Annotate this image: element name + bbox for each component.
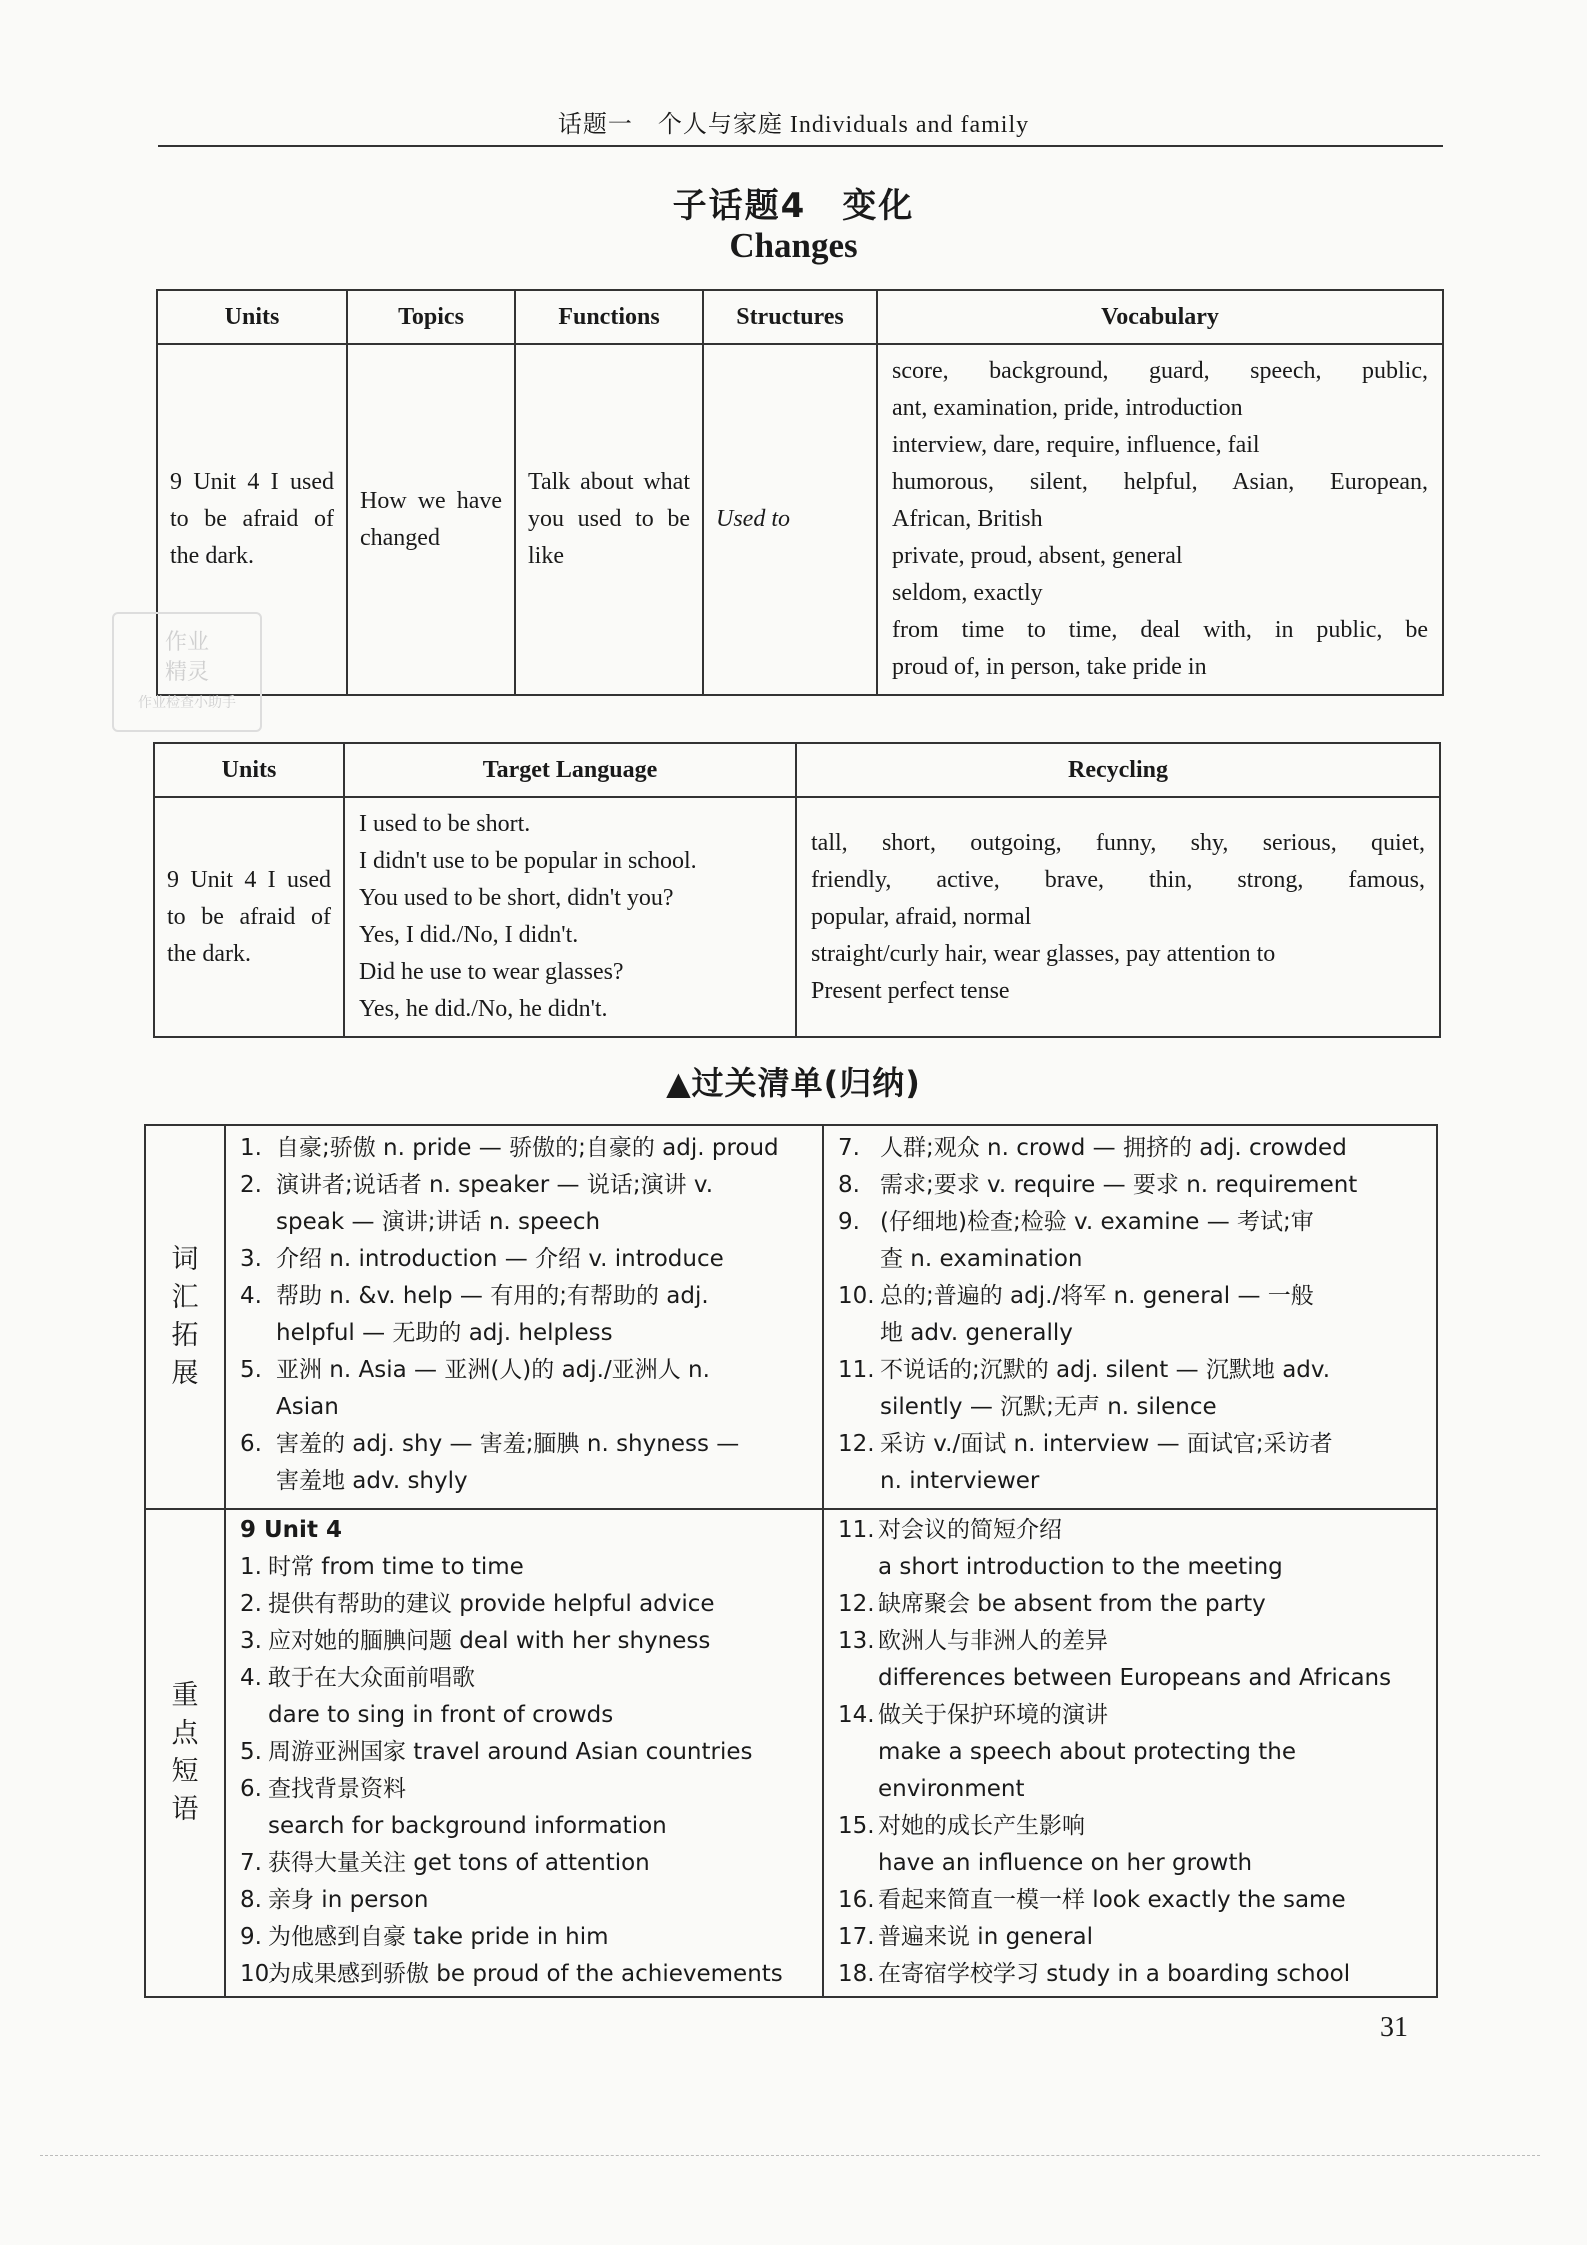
table-row — [157, 344, 1443, 695]
phrase-list-right — [838, 1512, 1426, 1993]
list-item-line — [240, 1808, 812, 1845]
vocabulary-cell — [877, 344, 1443, 695]
list-item-line — [838, 1241, 1426, 1278]
list-item-line — [838, 1167, 1426, 1204]
item-number: 17. — [838, 1924, 875, 1950]
item-text: 查找背景资料 — [268, 1776, 406, 1802]
key-phrases-unit-title: 9 Unit 4 — [240, 1517, 342, 1543]
list-item — [240, 1167, 812, 1241]
list-item-line — [838, 1130, 1426, 1167]
list-item — [240, 1660, 812, 1734]
item-text: 欧洲人与非洲人的差异 — [878, 1628, 1108, 1654]
item-number: 5. — [240, 1357, 262, 1383]
list-item — [838, 1586, 1426, 1623]
watermark-line: 作业 — [164, 630, 209, 655]
list-item — [240, 1734, 812, 1771]
item-number: 11. — [838, 1517, 875, 1543]
list-item — [240, 1956, 812, 1993]
item-indent — [838, 1315, 880, 1352]
watermark-stamp — [112, 612, 262, 732]
item-text: 自豪;骄傲 n. pride — 骄傲的;自豪的 adj. proud — [276, 1135, 779, 1161]
topic-text: How we have changed — [360, 487, 502, 551]
item-text: 获得大量关注 get tons of attention — [268, 1850, 650, 1876]
item-text: 缺席聚会 be absent from the party — [878, 1591, 1266, 1617]
list-item-line — [838, 1882, 1426, 1919]
list-item — [838, 1697, 1426, 1808]
running-header: 话题一 个人与家庭 Individuals and family — [557, 112, 1030, 138]
vocab-line: score, background, guard, speech, public, — [892, 358, 1428, 384]
list-item-line — [240, 1660, 812, 1697]
header-recycling: Recycling — [796, 743, 1440, 797]
unit-overview-table — [156, 289, 1444, 696]
key-phrases-row — [145, 1509, 1437, 1997]
unit-text: 9 Unit 4 I used to be afraid of the dark. — [170, 469, 334, 569]
item-text: make a speech about protecting the environment — [878, 1739, 1297, 1802]
list-item — [838, 1130, 1426, 1167]
vocab-expansion-right — [823, 1125, 1437, 1509]
list-item-line — [240, 1697, 812, 1734]
vocab-list-left — [240, 1130, 812, 1500]
item-indent — [838, 1660, 878, 1697]
item-text: 对她的成长产生影响 — [878, 1813, 1085, 1839]
list-item-line — [240, 1352, 812, 1389]
vocab-expansion-label-cell — [145, 1125, 225, 1509]
item-number: 6. — [240, 1776, 262, 1802]
list-item — [838, 1204, 1426, 1278]
list-item-line — [240, 1549, 812, 1586]
item-text: 亲身 in person — [268, 1887, 429, 1913]
item-text: 应对她的腼腆问题 deal with her shyness — [268, 1628, 711, 1654]
item-indent — [240, 1697, 268, 1734]
list-item-line — [838, 1956, 1426, 1993]
item-text: helpful — 无助的 adj. helpless — [276, 1320, 613, 1346]
item-indent — [838, 1241, 880, 1278]
recycling-line: tall, short, outgoing, funny, shy, serious, quiet, — [811, 829, 1425, 856]
target-language-table — [153, 742, 1441, 1038]
page-number: 31 — [1380, 2012, 1408, 2043]
item-text: 周游亚洲国家 travel around Asian countries — [268, 1739, 753, 1765]
item-text: 查 n. examination — [880, 1246, 1083, 1272]
list-item — [240, 1426, 812, 1500]
unit-cell — [154, 797, 344, 1037]
item-text: 总的;普遍的 adj./将军 n. general — 一般 — [880, 1283, 1314, 1309]
item-number: 11. — [838, 1357, 875, 1383]
vocab-line: interview, dare, require, influence, fail — [892, 432, 1260, 458]
list-item — [838, 1278, 1426, 1352]
topic-cell — [347, 344, 515, 695]
list-item-line — [838, 1278, 1426, 1315]
item-number: 16. — [838, 1887, 875, 1913]
list-item-line — [838, 1919, 1426, 1956]
item-indent — [838, 1845, 878, 1882]
list-item — [240, 1352, 812, 1426]
item-number: 14. — [838, 1702, 875, 1728]
item-text: 时常 from time to time — [268, 1554, 524, 1580]
list-item-line — [838, 1549, 1426, 1586]
item-number: 8. — [240, 1887, 262, 1913]
vocab-line: proud of, in person, take pride in — [892, 654, 1207, 680]
list-item-line — [240, 1315, 812, 1352]
item-indent — [838, 1389, 880, 1426]
header-target-language: Target Language — [344, 743, 796, 797]
vocab-line: humorous, silent, helpful, Asian, European, — [892, 469, 1428, 495]
list-item-line — [240, 1586, 812, 1623]
list-item-line — [838, 1463, 1426, 1500]
item-text: 敢于在大众面前唱歌 — [268, 1665, 475, 1691]
item-text: 不说话的;沉默的 adj. silent — 沉默地 adv. — [880, 1357, 1331, 1383]
item-number: 10. — [838, 1283, 875, 1309]
header-vocabulary: Vocabulary — [877, 290, 1443, 344]
item-indent — [838, 1549, 878, 1586]
header-units: Units — [157, 290, 347, 344]
recycling-line: straight/curly hair, wear glasses, pay attention to — [811, 940, 1276, 967]
item-number: 12. — [838, 1591, 875, 1617]
item-indent — [240, 1315, 276, 1352]
phrase-list-left — [240, 1549, 812, 1993]
list-item-line — [838, 1586, 1426, 1623]
item-text: 地 adv. generally — [880, 1320, 1073, 1346]
list-item — [240, 1241, 812, 1278]
vocab-line: from time to time, deal with, in public, be — [892, 617, 1428, 643]
item-text: 为他感到自豪 take pride in him — [268, 1924, 609, 1950]
header-units: Units — [154, 743, 344, 797]
section-title: ▲过关清单(归纳) — [666, 1064, 921, 1102]
item-text: 帮助 n. &v. help — 有用的;有帮助的 adj. — [276, 1283, 709, 1309]
vocab-line: ant, examination, pride, introduction — [892, 395, 1243, 421]
item-number: 1. — [240, 1135, 262, 1161]
item-text: 介绍 n. introduction — 介绍 v. introduce — [276, 1246, 724, 1272]
list-item-line — [240, 1623, 812, 1660]
item-text: 需求;要求 v. require — 要求 n. requirement — [880, 1172, 1358, 1198]
item-number: 18. — [838, 1961, 875, 1987]
vocab-line: seldom, exactly — [892, 580, 1043, 606]
item-text: 人群;观众 n. crowd — 拥挤的 adj. crowded — [880, 1135, 1347, 1161]
item-number: 13. — [838, 1628, 875, 1654]
key-phrases-left — [225, 1509, 823, 1997]
item-indent — [838, 1734, 878, 1808]
list-item-line — [838, 1734, 1426, 1808]
target-sentence: Yes, he did./No, he didn't. — [359, 996, 608, 1022]
structure-text: Used to — [716, 506, 790, 532]
list-item-line — [838, 1697, 1426, 1734]
list-item-line — [838, 1389, 1426, 1426]
header-rule — [158, 145, 1443, 147]
item-text: differences between Europeans and Africans — [878, 1665, 1392, 1691]
list-item-line — [240, 1426, 812, 1463]
list-item — [838, 1623, 1426, 1697]
item-indent — [240, 1463, 276, 1500]
item-number: 2. — [240, 1591, 262, 1617]
page-bottom-edge — [40, 2155, 1540, 2206]
watermark-line: 作业检查小助手 — [138, 695, 236, 711]
watermark-line: 精灵 — [164, 660, 209, 685]
item-number: 4. — [240, 1665, 262, 1691]
table-header-row — [157, 290, 1443, 344]
item-text: speak — 演讲;讲话 n. speech — [276, 1209, 601, 1235]
list-item — [838, 1512, 1426, 1586]
item-number: 1. — [240, 1554, 262, 1580]
vocab-line: African, British — [892, 506, 1043, 532]
header-topics: Topics — [347, 290, 515, 344]
table-header-row — [154, 743, 1440, 797]
item-number: 3. — [240, 1246, 262, 1272]
item-text: have an influence on her growth — [878, 1850, 1253, 1876]
item-number: 9. — [838, 1209, 860, 1235]
function-text: Talk about what you used to be like — [528, 469, 690, 569]
recycling-line: popular, afraid, normal — [811, 903, 1032, 930]
list-item — [240, 1549, 812, 1586]
item-number: 12. — [838, 1431, 875, 1457]
item-text: 害羞地 adv. shyly — [276, 1468, 468, 1494]
item-text: (仔细地)检查;检验 v. examine — 考试;审 — [880, 1209, 1314, 1235]
item-text: 在寄宿学校学习 study in a boarding school — [878, 1961, 1351, 1987]
recycling-line: friendly, active, brave, thin, strong, famous, — [811, 866, 1425, 893]
item-text: 演讲者;说话者 n. speaker — 说话;演讲 v. — [276, 1172, 714, 1198]
item-text: 害羞的 adj. shy — 害羞;腼腆 n. shyness — — [276, 1431, 740, 1457]
subtopic-title-en: Changes — [729, 226, 858, 265]
item-indent — [240, 1808, 268, 1845]
item-indent — [838, 1463, 880, 1500]
summary-table — [144, 1124, 1438, 1998]
list-item-line — [240, 1919, 812, 1956]
list-item — [838, 1956, 1426, 1993]
recycling-line: Present perfect tense — [811, 977, 1010, 1004]
list-item — [240, 1919, 812, 1956]
list-item-line — [240, 1389, 812, 1426]
item-text: silently — 沉默;无声 n. silence — [880, 1394, 1217, 1420]
list-item-line — [838, 1512, 1426, 1549]
list-item — [240, 1771, 812, 1845]
list-item-line — [240, 1771, 812, 1808]
list-item-line — [240, 1956, 812, 1993]
list-item-line — [838, 1845, 1426, 1882]
header-functions: Functions — [515, 290, 703, 344]
item-text: dare to sing in front of crowds — [268, 1702, 614, 1728]
list-item — [838, 1352, 1426, 1426]
item-indent — [240, 1204, 276, 1241]
header-structures: Structures — [703, 290, 877, 344]
vocab-expansion-row — [145, 1125, 1437, 1509]
function-cell — [515, 344, 703, 695]
structure-cell — [703, 344, 877, 695]
list-item-line — [838, 1808, 1426, 1845]
item-number: 6. — [240, 1431, 262, 1457]
item-text: 采访 v./面试 n. interview — 面试官;采访者 — [880, 1431, 1333, 1457]
item-text: 亚洲 n. Asia — 亚洲(人)的 adj./亚洲人 n. — [276, 1357, 710, 1383]
list-item — [240, 1130, 812, 1167]
item-text: search for background information — [268, 1813, 667, 1839]
list-item-line — [838, 1623, 1426, 1660]
target-language-cell — [344, 797, 796, 1037]
item-number: 4. — [240, 1283, 262, 1309]
list-item-line — [240, 1845, 812, 1882]
list-item-line — [838, 1426, 1426, 1463]
vocab-expansion-left — [225, 1125, 823, 1509]
list-item-line — [240, 1278, 812, 1315]
item-number: 8. — [838, 1172, 860, 1198]
list-item — [838, 1426, 1426, 1500]
target-sentence: Yes, I did./No, I didn't. — [359, 922, 579, 948]
item-number: 15. — [838, 1813, 875, 1839]
item-number: 7. — [838, 1135, 860, 1161]
vocab-expansion-label: 词汇拓展 — [171, 1244, 199, 1389]
vocab-list-right — [838, 1130, 1426, 1500]
item-number: 3. — [240, 1628, 262, 1654]
key-phrases-label: 重点短语 — [171, 1680, 199, 1825]
target-sentence: I used to be short. — [359, 811, 531, 837]
table-row — [154, 797, 1440, 1037]
item-text: Asian — [276, 1394, 339, 1420]
item-number: 9. — [240, 1924, 262, 1950]
key-phrases-label-cell — [145, 1509, 225, 1997]
item-text: 做关于保护环境的演讲 — [878, 1702, 1108, 1728]
list-item-line — [240, 1167, 812, 1204]
list-item — [838, 1919, 1426, 1956]
list-item — [240, 1882, 812, 1919]
list-item — [838, 1167, 1426, 1204]
list-item-line — [240, 1734, 812, 1771]
list-item-line — [240, 1130, 812, 1167]
list-item — [240, 1623, 812, 1660]
item-text: a short introduction to the meeting — [878, 1554, 1283, 1580]
list-item — [240, 1278, 812, 1352]
item-text: 为成果感到骄傲 be proud of the achievements — [268, 1961, 783, 1987]
item-text: 普遍来说 in general — [878, 1924, 1094, 1950]
item-indent — [240, 1389, 276, 1426]
recycling-cell — [796, 797, 1440, 1037]
list-item-line — [240, 1463, 812, 1500]
target-sentence: You used to be short, didn't you? — [359, 885, 674, 911]
list-item — [240, 1586, 812, 1623]
item-number: 10. — [240, 1961, 277, 1987]
item-number: 2. — [240, 1172, 262, 1198]
list-item-line — [838, 1204, 1426, 1241]
item-number: 7. — [240, 1850, 262, 1876]
list-item-line — [838, 1315, 1426, 1352]
list-item-line — [240, 1882, 812, 1919]
unit-text: 9 Unit 4 I used to be afraid of the dark. — [167, 866, 331, 967]
vocab-line: private, proud, absent, general — [892, 543, 1183, 569]
list-item — [838, 1882, 1426, 1919]
list-item-line — [838, 1352, 1426, 1389]
item-number: 5. — [240, 1739, 262, 1765]
list-item-line — [838, 1660, 1426, 1697]
item-text: 看起来简直一模一样 look exactly the same — [878, 1887, 1346, 1913]
item-text: n. interviewer — [880, 1468, 1040, 1494]
target-sentence: I didn't use to be popular in school. — [359, 848, 697, 874]
list-item — [838, 1808, 1426, 1882]
item-text: 对会议的简短介绍 — [878, 1517, 1062, 1543]
subtopic-title-cn: 子话题4 变化 — [672, 186, 915, 226]
key-phrases-right — [823, 1509, 1437, 1997]
list-item — [240, 1845, 812, 1882]
target-sentence: Did he use to wear glasses? — [359, 959, 624, 985]
list-item-line — [240, 1204, 812, 1241]
item-text: 提供有帮助的建议 provide helpful advice — [268, 1591, 715, 1617]
list-item-line — [240, 1241, 812, 1278]
